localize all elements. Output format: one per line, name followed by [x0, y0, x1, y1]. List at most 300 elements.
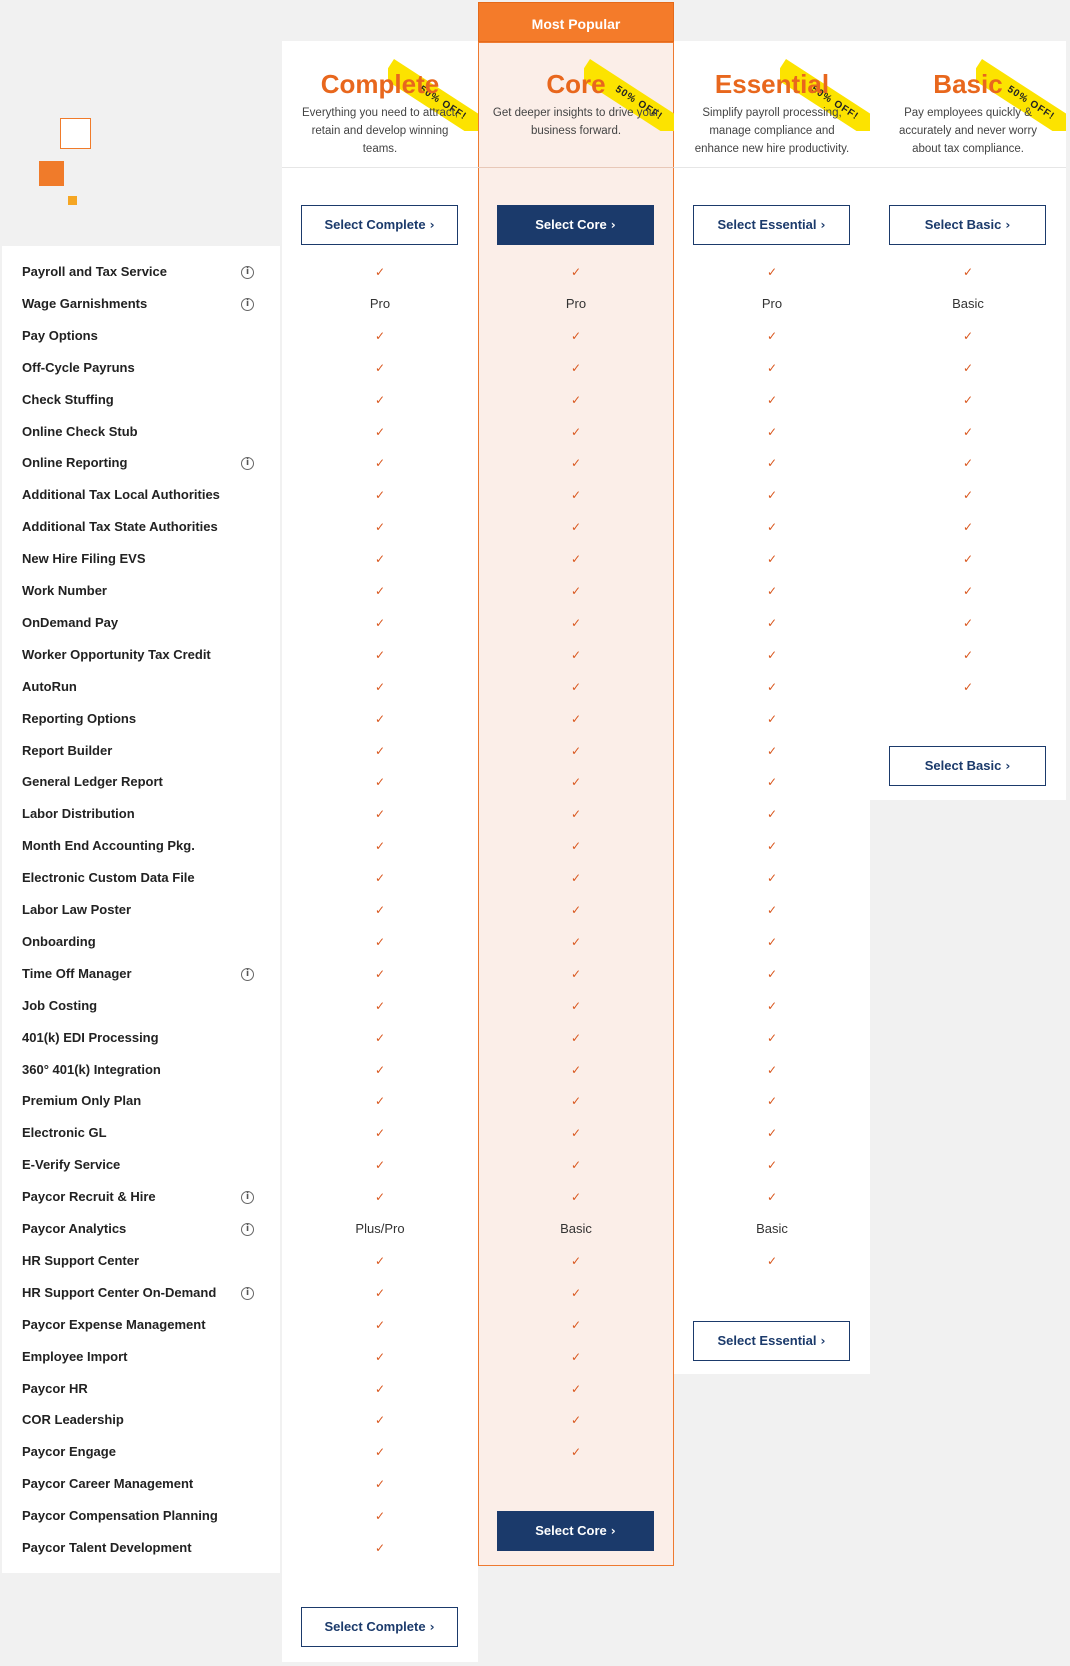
- check-icon: [674, 519, 870, 535]
- check-icon: [478, 1412, 674, 1428]
- check-icon: ✓: [570, 424, 582, 439]
- check-icon: ✓: [374, 1541, 386, 1555]
- check-icon: ✓: [374, 552, 386, 567]
- feature-label: Paycor Engage: [22, 1444, 116, 1460]
- select-complete-button[interactable]: [301, 205, 458, 245]
- info-icon[interactable]: i: [241, 968, 254, 981]
- check-icon: ✓: [962, 488, 974, 503]
- check-icon: [870, 647, 1066, 663]
- check-icon: ✓: [766, 328, 778, 343]
- check-icon: [870, 264, 1066, 280]
- check-icon: ✓: [374, 1317, 386, 1332]
- check-icon: ✓: [374, 1253, 386, 1268]
- check-icon: ✓: [570, 1317, 582, 1332]
- check-icon: ✓: [962, 360, 974, 375]
- check-icon: ✓: [570, 775, 582, 790]
- check-icon: [674, 711, 870, 727]
- check-icon: [674, 1157, 870, 1173]
- feature-label: Paycor Compensation Planning: [22, 1508, 218, 1524]
- check-icon: [674, 1189, 870, 1205]
- check-icon: ✓: [374, 1190, 386, 1205]
- check-icon: ✓: [374, 1062, 386, 1077]
- check-icon: ✓: [374, 1509, 386, 1524]
- check-icon: ✓: [766, 392, 778, 407]
- check-icon: ✓: [962, 520, 974, 535]
- check-icon: [478, 583, 674, 599]
- check-icon: [478, 1317, 674, 1333]
- feature-value: Basic: [952, 295, 984, 311]
- check-icon: ✓: [570, 1285, 582, 1300]
- check-icon: ✓: [374, 934, 386, 949]
- check-icon: [478, 1444, 674, 1460]
- check-icon: [282, 615, 478, 631]
- check-icon: [674, 806, 870, 822]
- check-icon: [282, 1285, 478, 1301]
- check-icon: [674, 966, 870, 982]
- chevron-right-icon: ›: [610, 218, 616, 232]
- check-icon: ✓: [374, 1126, 386, 1141]
- check-icon: [282, 1508, 478, 1524]
- feature-label: Report Builder: [22, 742, 113, 758]
- check-icon: [674, 1030, 870, 1046]
- check-icon: ✓: [374, 998, 386, 1013]
- chevron-right-icon: ›: [429, 1620, 435, 1634]
- check-icon: ✓: [570, 1190, 582, 1205]
- button-label: Select Core: [535, 217, 607, 232]
- check-icon: [870, 615, 1066, 631]
- check-icon: [870, 424, 1066, 440]
- check-icon: [674, 551, 870, 567]
- check-icon: ✓: [570, 488, 582, 503]
- feature-label: Wage Garnishments: [22, 295, 148, 311]
- check-icon: ✓: [570, 1413, 582, 1428]
- check-icon: [870, 328, 1066, 344]
- check-icon: [478, 743, 674, 759]
- feature-label: Online Reporting: [22, 455, 128, 471]
- check-icon: [478, 1125, 674, 1141]
- check-icon: ✓: [766, 998, 778, 1013]
- check-icon: ✓: [570, 328, 582, 343]
- check-icon: [870, 392, 1066, 408]
- feature-label: Electronic Custom Data File: [22, 870, 195, 886]
- check-icon: [282, 1381, 478, 1397]
- feature-label: Labor Law Poster: [22, 902, 132, 917]
- feature-label: Paycor Analytics: [22, 1221, 127, 1236]
- check-icon: ✓: [766, 1158, 778, 1173]
- check-icon: [282, 774, 478, 790]
- button-label: Select Basic: [924, 758, 1002, 773]
- check-icon: ✓: [570, 998, 582, 1013]
- chevron-right-icon: ›: [429, 218, 435, 232]
- feature-label: General Ledger Report: [22, 774, 163, 790]
- feature-value: Pro: [565, 295, 587, 311]
- button-label: Select Core: [535, 1523, 607, 1538]
- check-icon: ✓: [570, 1349, 582, 1364]
- check-icon: ✓: [570, 360, 582, 375]
- select-basic-button[interactable]: [889, 205, 1046, 245]
- discount-ribbon-label: 50% OFF!: [388, 59, 478, 131]
- check-icon: [478, 392, 674, 408]
- discount-ribbon-label: 50% OFF!: [976, 59, 1066, 131]
- check-icon: [478, 1381, 674, 1397]
- button-label: Select Essential: [717, 1333, 817, 1348]
- check-icon: [282, 392, 478, 408]
- feature-label: Pay Options: [22, 327, 98, 343]
- check-icon: ✓: [374, 1158, 386, 1173]
- check-icon: [478, 870, 674, 886]
- check-icon: [870, 551, 1066, 567]
- check-icon: [674, 838, 870, 854]
- check-icon: ✓: [962, 647, 974, 662]
- check-icon: ✓: [766, 520, 778, 535]
- info-icon[interactable]: i: [241, 1287, 254, 1300]
- feature-label: Onboarding: [22, 933, 96, 949]
- select-core-button-bottom[interactable]: [497, 1511, 654, 1551]
- check-icon: ✓: [962, 552, 974, 567]
- feature-label: HR Support Center: [22, 1252, 139, 1268]
- check-icon: ✓: [766, 934, 778, 949]
- check-icon: [478, 679, 674, 695]
- check-icon: ✓: [570, 1030, 582, 1045]
- feature-label: New Hire Filing EVS: [22, 551, 146, 567]
- check-icon: ✓: [570, 1062, 582, 1077]
- check-icon: [478, 551, 674, 567]
- check-icon: ✓: [962, 265, 974, 279]
- feature-label: Paycor Career Management: [22, 1476, 194, 1492]
- check-icon: ✓: [766, 711, 778, 726]
- check-icon: [674, 902, 870, 918]
- decorative-square-small: [68, 196, 77, 205]
- check-icon: [282, 1093, 478, 1109]
- check-icon: [674, 455, 870, 471]
- chevron-right-icon: ›: [1005, 759, 1011, 773]
- feature-value: Plus/Pro: [355, 1221, 405, 1236]
- check-icon: [478, 1030, 674, 1046]
- check-icon: [282, 455, 478, 471]
- check-icon: [282, 1412, 478, 1428]
- check-icon: ✓: [766, 456, 778, 471]
- plan-name-basic: Basic: [933, 69, 1003, 99]
- feature-label: 401(k) EDI Processing: [22, 1029, 159, 1045]
- feature-label: Additional Tax State Authorities: [22, 519, 218, 535]
- check-icon: ✓: [374, 1285, 386, 1300]
- check-icon: [282, 1030, 478, 1046]
- check-icon: ✓: [570, 711, 582, 726]
- check-icon: ✓: [962, 392, 974, 407]
- check-icon: ✓: [962, 615, 974, 630]
- button-label: Select Complete: [324, 1619, 426, 1634]
- check-icon: ✓: [766, 679, 778, 694]
- check-icon: ✓: [374, 1413, 386, 1428]
- check-icon: [478, 1349, 674, 1365]
- check-icon: [282, 1444, 478, 1460]
- feature-value: Basic: [756, 1221, 788, 1236]
- feature-label: Paycor HR: [22, 1380, 88, 1396]
- check-icon: ✓: [374, 1381, 386, 1396]
- check-icon: [674, 424, 870, 440]
- check-icon: ✓: [374, 775, 386, 790]
- check-icon: [478, 455, 674, 471]
- most-popular-badge: Most Popular: [478, 2, 674, 42]
- feature-label: Employee Import: [22, 1348, 128, 1364]
- check-icon: ✓: [766, 552, 778, 567]
- check-icon: [674, 774, 870, 790]
- check-icon: [282, 551, 478, 567]
- feature-list: [2, 246, 280, 1573]
- info-icon[interactable]: i: [241, 298, 254, 311]
- feature-label: Premium Only Plan: [22, 1093, 142, 1109]
- check-icon: ✓: [374, 456, 386, 471]
- info-icon[interactable]: i: [241, 1191, 254, 1204]
- select-basic-button-bottom[interactable]: [889, 746, 1046, 786]
- check-icon: ✓: [570, 520, 582, 535]
- check-icon: ✓: [570, 552, 582, 567]
- check-icon: ✓: [570, 903, 582, 917]
- check-icon: ✓: [374, 584, 386, 598]
- check-icon: ✓: [374, 1094, 386, 1109]
- feature-label: Worker Opportunity Tax Credit: [22, 646, 211, 662]
- check-icon: [478, 966, 674, 982]
- plan-name-core: Core: [546, 69, 606, 99]
- feature-label: Off-Cycle Payruns: [22, 359, 135, 375]
- check-icon: [282, 1157, 478, 1173]
- check-icon: [478, 615, 674, 631]
- info-icon[interactable]: i: [241, 1223, 254, 1236]
- check-icon: ✓: [766, 1190, 778, 1205]
- check-icon: [282, 1476, 478, 1492]
- check-icon: [282, 1189, 478, 1205]
- check-icon: ✓: [570, 1445, 582, 1460]
- check-icon: [674, 743, 870, 759]
- select-essential-button-bottom[interactable]: [693, 1321, 850, 1361]
- check-icon: ✓: [766, 584, 778, 598]
- check-icon: ✓: [374, 520, 386, 535]
- check-icon: ✓: [766, 424, 778, 439]
- button-label: Select Complete: [324, 217, 426, 232]
- feature-label: AutoRun: [22, 678, 77, 694]
- check-icon: ✓: [374, 711, 386, 726]
- button-label: Select Essential: [717, 217, 817, 232]
- plan-name-complete: Complete: [320, 69, 440, 99]
- check-icon: [282, 902, 478, 918]
- check-icon: [674, 998, 870, 1014]
- check-icon: [478, 328, 674, 344]
- feature-label: COR Leadership: [22, 1412, 124, 1428]
- check-icon: ✓: [570, 679, 582, 694]
- plan-name-essential: Essential: [714, 69, 830, 99]
- check-icon: ✓: [570, 647, 582, 662]
- feature-label: Labor Distribution: [22, 806, 135, 822]
- chevron-right-icon: ›: [820, 218, 826, 232]
- check-icon: ✓: [374, 1349, 386, 1364]
- check-icon: [478, 998, 674, 1014]
- decorative-square-outline: [60, 118, 91, 149]
- check-icon: [674, 360, 870, 376]
- check-icon: [478, 487, 674, 503]
- check-icon: [282, 487, 478, 503]
- check-icon: ✓: [766, 488, 778, 503]
- feature-label: Check Stuffing: [22, 391, 114, 407]
- check-icon: [282, 1317, 478, 1333]
- check-icon: ✓: [374, 807, 386, 822]
- check-icon: [674, 934, 870, 950]
- feature-label: Electronic GL: [22, 1125, 107, 1141]
- check-icon: [870, 360, 1066, 376]
- check-icon: ✓: [570, 1094, 582, 1109]
- check-icon: ✓: [766, 1062, 778, 1077]
- check-icon: ✓: [766, 775, 778, 790]
- check-icon: [282, 998, 478, 1014]
- check-icon: ✓: [374, 424, 386, 439]
- check-icon: [870, 679, 1066, 695]
- button-label: Select Basic: [924, 217, 1002, 232]
- check-icon: [478, 1062, 674, 1078]
- check-icon: [282, 711, 478, 727]
- check-icon: [478, 1157, 674, 1173]
- info-icon[interactable]: i: [241, 457, 254, 470]
- feature-label: OnDemand Pay: [22, 614, 119, 630]
- check-icon: ✓: [374, 903, 386, 917]
- feature-label: Paycor Talent Development: [22, 1540, 192, 1555]
- check-icon: [478, 647, 674, 663]
- check-icon: ✓: [374, 743, 386, 758]
- discount-ribbon-label: 50% OFF!: [780, 59, 870, 131]
- check-icon: [478, 806, 674, 822]
- check-icon: ✓: [570, 265, 582, 279]
- check-icon: ✓: [570, 1381, 582, 1396]
- check-icon: [674, 487, 870, 503]
- check-icon: [674, 1253, 870, 1269]
- check-icon: ✓: [962, 328, 974, 343]
- check-icon: ✓: [570, 839, 582, 854]
- check-icon: ✓: [374, 679, 386, 694]
- discount-ribbon-label: 50% OFF!: [584, 59, 674, 131]
- check-icon: [282, 1540, 478, 1556]
- check-icon: [478, 934, 674, 950]
- check-icon: [870, 455, 1066, 471]
- check-icon: ✓: [962, 456, 974, 471]
- check-icon: ✓: [766, 743, 778, 758]
- check-icon: [478, 1189, 674, 1205]
- check-icon: [478, 1285, 674, 1301]
- check-icon: ✓: [766, 1094, 778, 1109]
- check-icon: [282, 1125, 478, 1141]
- check-icon: [282, 328, 478, 344]
- check-icon: [282, 838, 478, 854]
- feature-value: Pro: [369, 295, 391, 311]
- check-icon: [870, 487, 1066, 503]
- feature-label: Reporting Options: [22, 710, 137, 726]
- check-icon: ✓: [766, 871, 778, 886]
- check-icon: ✓: [374, 615, 386, 630]
- check-icon: ✓: [374, 1445, 386, 1460]
- check-icon: [282, 264, 478, 280]
- check-icon: [282, 743, 478, 759]
- feature-label: 360° 401(k) Integration: [22, 1061, 161, 1077]
- check-icon: [282, 583, 478, 599]
- check-icon: ✓: [570, 456, 582, 471]
- plan-description-complete: Everything you need to attract, retain and develop winning teams.: [302, 107, 458, 155]
- check-icon: ✓: [766, 615, 778, 630]
- check-icon: ✓: [766, 807, 778, 822]
- check-icon: [870, 519, 1066, 535]
- check-icon: ✓: [374, 966, 386, 981]
- header-divider: [870, 167, 1066, 168]
- check-icon: ✓: [374, 488, 386, 503]
- feature-label: E-Verify Service: [22, 1157, 121, 1173]
- check-icon: ✓: [570, 1253, 582, 1268]
- info-icon[interactable]: i: [241, 266, 254, 279]
- check-icon: [674, 679, 870, 695]
- select-core-button[interactable]: [497, 205, 654, 245]
- plan-description-core: Get deeper insights to drive your business forward.: [492, 107, 660, 137]
- check-icon: [870, 583, 1066, 599]
- feature-label: Job Costing: [22, 997, 98, 1013]
- feature-value: Pro: [761, 295, 783, 311]
- chevron-right-icon: ›: [610, 1524, 616, 1538]
- feature-label: Time Off Manager: [22, 965, 132, 981]
- select-essential-button[interactable]: [693, 205, 850, 245]
- check-icon: ✓: [570, 743, 582, 758]
- check-icon: ✓: [570, 807, 582, 822]
- check-icon: ✓: [374, 1030, 386, 1045]
- select-complete-button-bottom[interactable]: [301, 1607, 458, 1647]
- check-icon: [282, 360, 478, 376]
- plan-description-essential: Simplify payroll processing, manage compliance and enhance new hire productivity.: [694, 107, 850, 155]
- check-icon: [674, 583, 870, 599]
- chevron-right-icon: ›: [1005, 218, 1011, 232]
- feature-label: Month End Accounting Pkg.: [22, 838, 195, 854]
- header-divider: [282, 167, 478, 168]
- feature-label: Paycor Expense Management: [22, 1316, 206, 1332]
- check-icon: ✓: [766, 360, 778, 375]
- check-icon: [282, 679, 478, 695]
- check-icon: ✓: [570, 392, 582, 407]
- check-icon: [282, 870, 478, 886]
- check-icon: ✓: [962, 424, 974, 439]
- header-divider: [478, 167, 674, 168]
- check-icon: [478, 902, 674, 918]
- check-icon: [282, 1253, 478, 1269]
- check-icon: ✓: [962, 679, 974, 694]
- chevron-right-icon: ›: [820, 1334, 826, 1348]
- check-icon: [282, 519, 478, 535]
- check-icon: ✓: [374, 647, 386, 662]
- check-icon: [478, 711, 674, 727]
- check-icon: [674, 647, 870, 663]
- check-icon: ✓: [570, 1126, 582, 1141]
- feature-label: Additional Tax Local Authorities: [22, 487, 220, 503]
- check-icon: [478, 519, 674, 535]
- check-icon: [282, 806, 478, 822]
- feature-label: Payroll and Tax Service: [22, 264, 167, 279]
- check-icon: [478, 424, 674, 440]
- check-icon: ✓: [374, 328, 386, 343]
- check-icon: [674, 870, 870, 886]
- check-icon: ✓: [570, 934, 582, 949]
- feature-label: Online Check Stub: [22, 423, 138, 439]
- check-icon: [674, 1125, 870, 1141]
- plan-description-basic: Pay employees quickly & accurately and never worry about tax compliance.: [898, 107, 1038, 155]
- check-icon: [478, 1253, 674, 1269]
- check-icon: [674, 392, 870, 408]
- header-divider: [674, 167, 870, 168]
- check-icon: ✓: [374, 392, 386, 407]
- feature-value: Basic: [560, 1221, 592, 1236]
- check-icon: [478, 838, 674, 854]
- feature-label: Paycor Recruit & Hire: [22, 1189, 156, 1205]
- check-icon: ✓: [766, 903, 778, 917]
